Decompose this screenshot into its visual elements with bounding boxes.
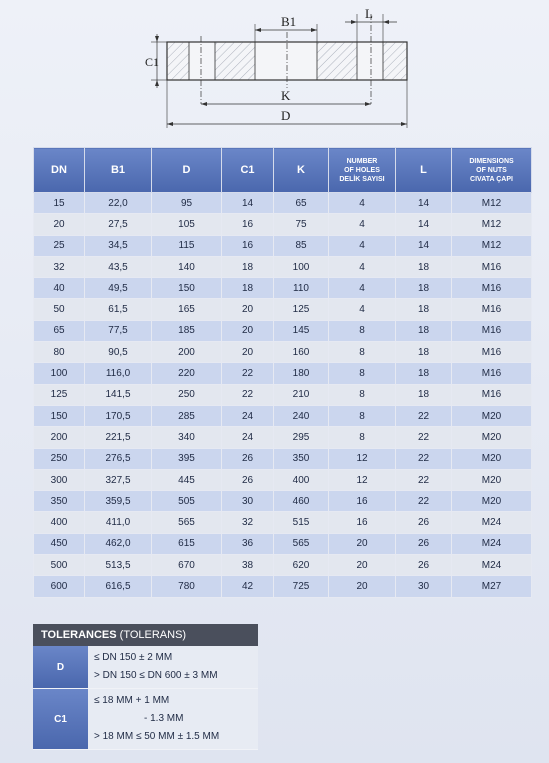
cell-k: 295: [274, 427, 329, 448]
cell-dn: 400: [34, 512, 85, 533]
cell-b1: 77,5: [85, 320, 152, 341]
cell-c1: 18: [222, 256, 274, 277]
cell-b1: 221,5: [85, 427, 152, 448]
cell-d: 150: [152, 278, 222, 299]
table-row: [34, 469, 532, 490]
tolerance-value: ≤ 18 MM + 1 MM: [94, 695, 170, 706]
cell-dn: 40: [34, 278, 85, 299]
cell-d: 95: [152, 193, 222, 214]
cell-d: 285: [152, 405, 222, 426]
label-d: D: [281, 108, 291, 123]
cell-l: 18: [396, 363, 452, 384]
cell-k: 400: [274, 469, 329, 490]
tolerance-value: ≤ DN 150 ± 2 MM: [94, 652, 173, 663]
header-dimensions-of-nuts: DIMENSIONS OF NUTS CIVATA ÇAPI: [452, 148, 532, 193]
cell-dn: 80: [34, 342, 85, 363]
cell-holes: 16: [329, 491, 396, 512]
cell-nuts: M20: [452, 405, 532, 426]
tolerance-key-c1: C1: [33, 689, 88, 749]
cell-d: 505: [152, 491, 222, 512]
cell-k: 210: [274, 384, 329, 405]
cell-nuts: M16: [452, 278, 532, 299]
flange-drawing: [145, 4, 425, 134]
table-row: [34, 512, 532, 533]
cell-b1: 90,5: [85, 342, 152, 363]
cell-b1: 276,5: [85, 448, 152, 469]
table-row: [34, 384, 532, 405]
cell-d: 395: [152, 448, 222, 469]
cell-dn: 50: [34, 299, 85, 320]
cell-holes: 8: [329, 405, 396, 426]
cell-d: 140: [152, 256, 222, 277]
cell-dn: 500: [34, 555, 85, 576]
cell-c1: 22: [222, 384, 274, 405]
cell-nuts: M16: [452, 299, 532, 320]
cell-holes: 8: [329, 363, 396, 384]
cell-l: 18: [396, 278, 452, 299]
cell-nuts: M12: [452, 193, 532, 214]
cell-holes: 8: [329, 342, 396, 363]
cell-c1: 16: [222, 235, 274, 256]
cell-dn: 300: [34, 469, 85, 490]
tolerance-value: > 18 MM ≤ 50 MM ± 1.5 MM: [94, 731, 220, 742]
cell-nuts: M16: [452, 384, 532, 405]
tolerances-box: [33, 624, 258, 750]
cell-k: 160: [274, 342, 329, 363]
label-c1: C1: [145, 55, 160, 69]
cell-k: 565: [274, 533, 329, 554]
cell-b1: 43,5: [85, 256, 152, 277]
cell-b1: 61,5: [85, 299, 152, 320]
cell-nuts: M24: [452, 512, 532, 533]
table-row: [34, 320, 532, 341]
cell-l: 14: [396, 214, 452, 235]
cell-c1: 20: [222, 299, 274, 320]
table-row: [34, 491, 532, 512]
header-c1: C1: [222, 148, 274, 193]
cell-k: 350: [274, 448, 329, 469]
header-b1: B1: [85, 148, 152, 193]
cell-k: 110: [274, 278, 329, 299]
cell-d: 445: [152, 469, 222, 490]
cell-nuts: M20: [452, 448, 532, 469]
cell-dn: 150: [34, 405, 85, 426]
cell-l: 18: [396, 384, 452, 405]
cell-holes: 20: [329, 555, 396, 576]
cell-d: 340: [152, 427, 222, 448]
dimensions-table: [33, 147, 532, 598]
cell-d: 615: [152, 533, 222, 554]
cell-d: 780: [152, 576, 222, 597]
cell-dn: 15: [34, 193, 85, 214]
cell-b1: 27,5: [85, 214, 152, 235]
cell-b1: 141,5: [85, 384, 152, 405]
cell-c1: 30: [222, 491, 274, 512]
cell-holes: 20: [329, 576, 396, 597]
cell-l: 22: [396, 448, 452, 469]
cell-dn: 32: [34, 256, 85, 277]
cell-dn: 65: [34, 320, 85, 341]
tolerance-row-c1: [33, 689, 258, 750]
cell-l: 22: [396, 469, 452, 490]
cell-b1: 616,5: [85, 576, 152, 597]
cell-nuts: M20: [452, 491, 532, 512]
cell-c1: 20: [222, 320, 274, 341]
table-row: [34, 363, 532, 384]
cell-k: 100: [274, 256, 329, 277]
cell-b1: 411,0: [85, 512, 152, 533]
cell-c1: 26: [222, 448, 274, 469]
cell-l: 18: [396, 320, 452, 341]
cell-d: 565: [152, 512, 222, 533]
cell-d: 115: [152, 235, 222, 256]
cell-dn: 20: [34, 214, 85, 235]
label-k: K: [281, 88, 291, 103]
cell-dn: 450: [34, 533, 85, 554]
cell-nuts: M16: [452, 363, 532, 384]
tolerance-key-d: D: [33, 646, 88, 688]
cell-c1: 42: [222, 576, 274, 597]
header-dn: DN: [34, 148, 85, 193]
cell-l: 14: [396, 193, 452, 214]
cell-holes: 8: [329, 320, 396, 341]
cell-b1: 22,0: [85, 193, 152, 214]
tolerance-value: > DN 150 ≤ DN 600 ± 3 MM: [94, 670, 218, 681]
cell-b1: 116,0: [85, 363, 152, 384]
cell-l: 26: [396, 512, 452, 533]
table-header-row: [34, 148, 532, 193]
cell-k: 125: [274, 299, 329, 320]
cell-k: 145: [274, 320, 329, 341]
cell-c1: 38: [222, 555, 274, 576]
cell-l: 22: [396, 405, 452, 426]
cell-nuts: M12: [452, 235, 532, 256]
cell-nuts: M24: [452, 555, 532, 576]
cell-dn: 250: [34, 448, 85, 469]
cell-holes: 4: [329, 214, 396, 235]
table-row: [34, 299, 532, 320]
cell-k: 460: [274, 491, 329, 512]
header-k: K: [274, 148, 329, 193]
cell-dn: 125: [34, 384, 85, 405]
label-b1: B1: [281, 14, 297, 29]
cell-nuts: M20: [452, 469, 532, 490]
cell-c1: 36: [222, 533, 274, 554]
header-d: D: [152, 148, 222, 193]
cell-d: 200: [152, 342, 222, 363]
tolerances-title: TOLERANCES (TOLERANS): [33, 624, 258, 646]
cell-c1: 20: [222, 342, 274, 363]
cell-l: 26: [396, 533, 452, 554]
cell-b1: 34,5: [85, 235, 152, 256]
cell-nuts: M24: [452, 533, 532, 554]
cell-c1: 14: [222, 193, 274, 214]
table-row: [34, 342, 532, 363]
cell-k: 65: [274, 193, 329, 214]
cell-l: 18: [396, 342, 452, 363]
cell-nuts: M16: [452, 320, 532, 341]
cell-l: 30: [396, 576, 452, 597]
cell-k: 620: [274, 555, 329, 576]
cell-holes: 12: [329, 469, 396, 490]
cell-k: 515: [274, 512, 329, 533]
cell-d: 220: [152, 363, 222, 384]
table-row: [34, 193, 532, 214]
table-row: [34, 427, 532, 448]
cell-k: 240: [274, 405, 329, 426]
cell-holes: 16: [329, 512, 396, 533]
table-row: [34, 576, 532, 597]
table-row: [34, 214, 532, 235]
cell-b1: 513,5: [85, 555, 152, 576]
header-number-of-holes: NUMBER OF HOLES DELİK SAYISI: [329, 148, 396, 193]
cell-l: 18: [396, 256, 452, 277]
cell-c1: 26: [222, 469, 274, 490]
cell-holes: 4: [329, 193, 396, 214]
cell-b1: 49,5: [85, 278, 152, 299]
tolerance-value: - 1.3 MM: [144, 713, 184, 724]
cell-d: 105: [152, 214, 222, 235]
cell-c1: 22: [222, 363, 274, 384]
cell-k: 75: [274, 214, 329, 235]
table-row: [34, 256, 532, 277]
cell-holes: 8: [329, 427, 396, 448]
cell-holes: 4: [329, 256, 396, 277]
table-row: [34, 405, 532, 426]
cell-c1: 24: [222, 405, 274, 426]
table-row: [34, 448, 532, 469]
cell-dn: 25: [34, 235, 85, 256]
cell-dn: 600: [34, 576, 85, 597]
cell-k: 85: [274, 235, 329, 256]
cell-l: 22: [396, 491, 452, 512]
cell-nuts: M27: [452, 576, 532, 597]
cell-holes: 4: [329, 299, 396, 320]
cell-d: 670: [152, 555, 222, 576]
cell-dn: 200: [34, 427, 85, 448]
table-row: [34, 235, 532, 256]
cell-holes: 8: [329, 384, 396, 405]
cell-l: 22: [396, 427, 452, 448]
cell-c1: 18: [222, 278, 274, 299]
cell-c1: 24: [222, 427, 274, 448]
cell-c1: 32: [222, 512, 274, 533]
cell-k: 725: [274, 576, 329, 597]
cell-d: 165: [152, 299, 222, 320]
cell-nuts: M20: [452, 427, 532, 448]
cell-d: 250: [152, 384, 222, 405]
cell-b1: 359,5: [85, 491, 152, 512]
tolerance-row-d: [33, 646, 258, 689]
cell-l: 14: [396, 235, 452, 256]
cell-l: 18: [396, 299, 452, 320]
cell-holes: 4: [329, 278, 396, 299]
cell-holes: 4: [329, 235, 396, 256]
table-row: [34, 278, 532, 299]
cell-b1: 327,5: [85, 469, 152, 490]
cell-holes: 20: [329, 533, 396, 554]
cell-b1: 170,5: [85, 405, 152, 426]
cell-nuts: M16: [452, 256, 532, 277]
cell-l: 26: [396, 555, 452, 576]
table-row: [34, 555, 532, 576]
cell-b1: 462,0: [85, 533, 152, 554]
cell-holes: 12: [329, 448, 396, 469]
cell-nuts: M12: [452, 214, 532, 235]
cell-k: 180: [274, 363, 329, 384]
cell-dn: 100: [34, 363, 85, 384]
cell-nuts: M16: [452, 342, 532, 363]
label-l: L: [365, 6, 373, 21]
table-row: [34, 533, 532, 554]
cell-d: 185: [152, 320, 222, 341]
cell-c1: 16: [222, 214, 274, 235]
cell-dn: 350: [34, 491, 85, 512]
header-l: L: [396, 148, 452, 193]
